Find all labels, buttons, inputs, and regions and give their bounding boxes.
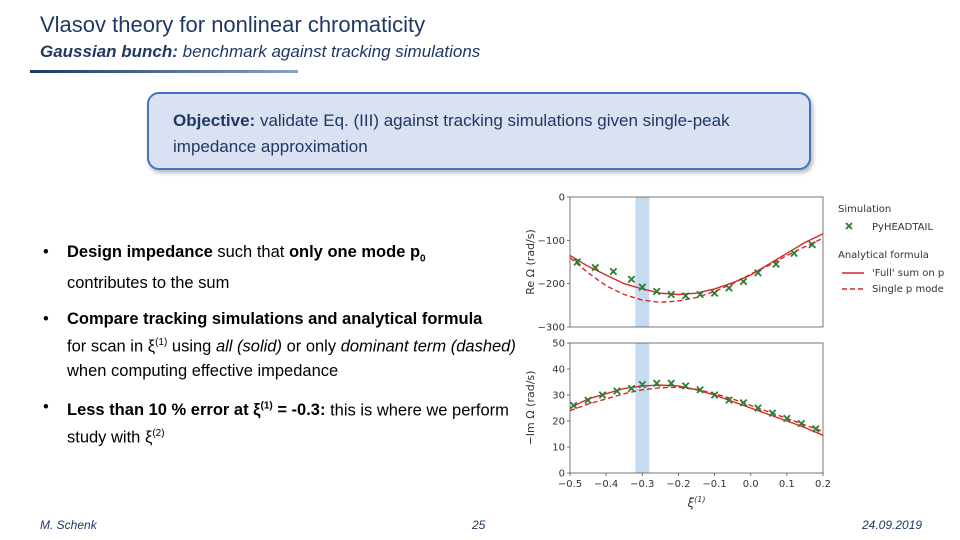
- pyheadtail-marker: [610, 268, 616, 274]
- subtitle-bold: Gaussian bunch:: [40, 42, 178, 61]
- bullet-bold: [288, 243, 426, 265]
- bullet-italic: dominant term (dashed): [340, 337, 516, 356]
- bullet-text: when computing effective impedance: [67, 361, 339, 380]
- bullet-bold-text: Less than 10 % error at ξ: [67, 401, 261, 420]
- y-axis-label: Re Ω (rad/s): [524, 229, 537, 295]
- plot-frame: [570, 343, 823, 473]
- bullet-text: this is where we perform study with ξ: [67, 401, 509, 447]
- y-tick-label: 0: [558, 468, 565, 480]
- bullet-list: [40, 240, 520, 462]
- bullet-dot-icon: •: [43, 310, 49, 329]
- bullet-superscript: (1): [155, 337, 168, 349]
- subtitle-text: benchmark against tracking simulations: [182, 42, 481, 61]
- legend-sim-header: Simulation: [838, 204, 892, 215]
- full-sum-line: [570, 385, 823, 435]
- x-tick-label: −0.5: [557, 479, 583, 490]
- y-tick-label: 10: [552, 442, 565, 454]
- bullet-bold: Design impedance: [67, 243, 213, 261]
- objective-label: Objective:: [173, 111, 256, 130]
- bullet-superscript: (1): [260, 400, 273, 412]
- x-axis-label-superscript: (1): [694, 495, 706, 504]
- footer-date: 24.09.2019: [862, 518, 923, 532]
- bullet-italic: all (solid): [215, 337, 282, 356]
- x-tick-label: 0.2: [815, 479, 831, 490]
- x-axis-label: $\xi^{(1)}$: [687, 495, 706, 510]
- x-tick-label: 0.0: [742, 479, 759, 490]
- bullet-text: for scan in ξ: [67, 337, 156, 356]
- y-tick-label: 20: [552, 416, 565, 428]
- slide-title: Vlasov theory for nonlinear chromaticity: [40, 12, 426, 37]
- y-tick-label: 50: [552, 338, 565, 350]
- legend-full-entry: 'Full' sum on p: [872, 268, 945, 279]
- x-tick-label: −0.2: [666, 479, 691, 490]
- y-tick-label: 0: [558, 192, 565, 204]
- y-tick-label: −100: [537, 235, 565, 247]
- pyheadtail-marker: [813, 426, 819, 432]
- bullet-text: or only: [281, 337, 341, 356]
- full-sum-line: [570, 234, 823, 295]
- bullet-text: using: [167, 337, 216, 356]
- bullet-dot-icon: •: [43, 397, 49, 416]
- bullet-bold-text: = -0.3:: [272, 401, 326, 420]
- chart-figure: [520, 185, 960, 515]
- bullet-item: [40, 395, 520, 450]
- plot-frame: [570, 197, 823, 327]
- bullet-dot-icon: •: [43, 243, 49, 261]
- bullet-item: [40, 307, 520, 383]
- footer-author: M. Schenk: [40, 518, 97, 532]
- objective-box: [147, 92, 811, 170]
- highlight-band: [635, 197, 649, 327]
- bullet-bold: [67, 401, 325, 419]
- bullet-item: [40, 240, 520, 295]
- bullet-bold-text: only one mode p: [288, 243, 421, 261]
- legend-analytic-header: Analytical formula: [838, 250, 929, 261]
- legend-sim-entry: PyHEADTAIL: [872, 222, 934, 233]
- bullet-subscript: 0: [420, 253, 426, 265]
- bullet-bold: Compare tracking simulations and analytical formula: [67, 310, 483, 329]
- y-tick-label: −200: [537, 279, 565, 291]
- bullet-text: contributes to the sum: [67, 274, 230, 293]
- y-axis-label: −Im Ω (rad/s): [524, 370, 537, 446]
- y-tick-label: −300: [537, 322, 565, 334]
- pyheadtail-marker: [628, 385, 634, 391]
- x-tick-label: −0.4: [593, 479, 619, 490]
- y-tick-label: 40: [552, 364, 565, 376]
- title-underline: [30, 70, 298, 73]
- pyheadtail-marker: [740, 278, 746, 284]
- y-tick-label: 30: [552, 390, 565, 402]
- x-tick-label: 0.1: [778, 479, 795, 490]
- x-tick-label: −0.3: [630, 479, 655, 490]
- highlight-band: [635, 343, 649, 473]
- footer-page-number: 25: [472, 518, 486, 532]
- pyheadtail-marker: [628, 276, 634, 282]
- legend-single-entry: Single p mode: [872, 284, 944, 295]
- slide-subtitle: [40, 42, 480, 62]
- pyheadtail-marker: [726, 285, 732, 291]
- objective-text: validate Eq. (III) against tracking simulations given single-peak impedance approximation: [173, 111, 730, 156]
- legend-marker-icon: [846, 223, 852, 229]
- x-tick-label: −0.1: [702, 479, 727, 490]
- bullet-superscript: (2): [152, 428, 165, 440]
- bullet-text: such that: [212, 243, 289, 261]
- pyheadtail-marker: [711, 290, 717, 296]
